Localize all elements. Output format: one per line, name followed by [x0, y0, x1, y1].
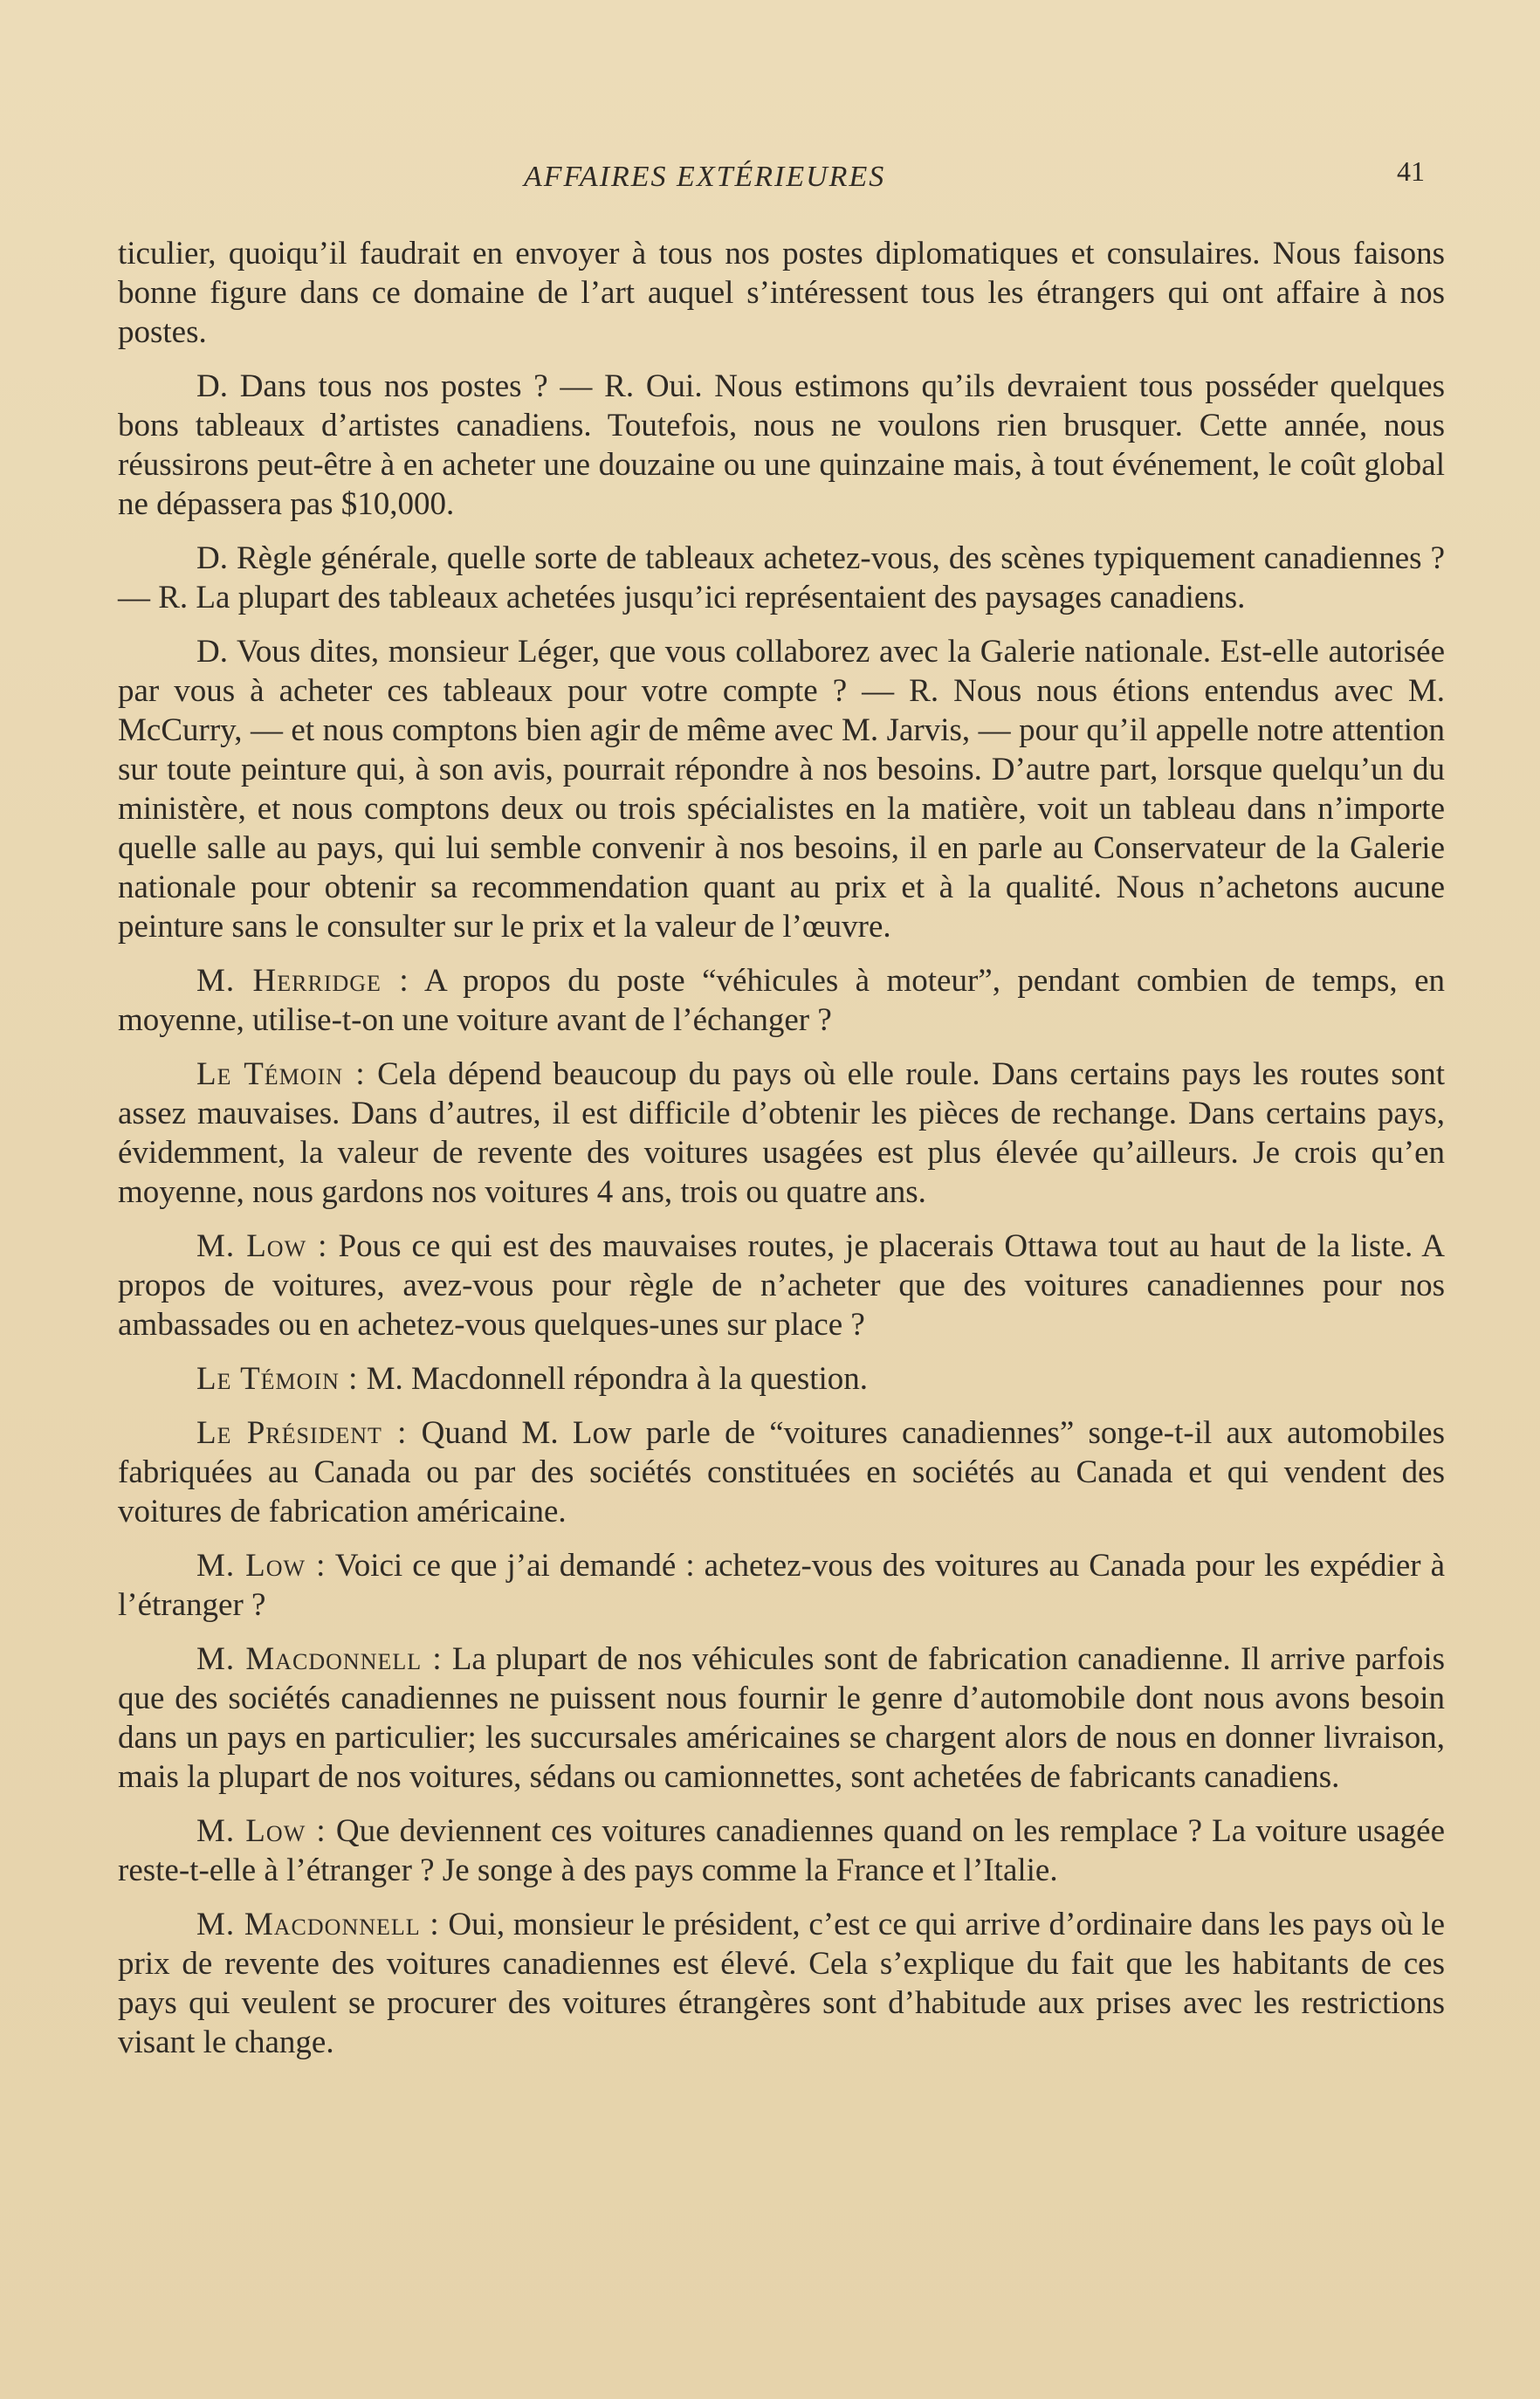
paragraph-text: D. Vous dites, monsieur Léger, que vous collaborez avec la Galerie nationale. Est-elle autorisée par vous à acheter ces tableaux pour votre compte ? — R. Nous nous étions entendus avec M. McCurry, — et nous comptons bien agir de même avec M. Jarvis, — pour qu’il appelle notre attention sur toute peinture qui, à son avis, pourrait répondre à nos besoins. D’autre part, lorsque quelqu’un du ministère, et nous comptons deux ou trois spécialistes en la matière, voit un tableau dans n’importe quelle salle au pays, qui lui semble convenir à nos besoins, il en parle au Conservateur de la Galerie nationale pour obtenir sa recommendation quant au prix et à la qualité. Nous n’achetons aucune peinture sans le consulter sur le prix et la valeur de l’œuvre. [118, 634, 1445, 945]
paragraph-question [118, 539, 1445, 617]
paragraph-text: Oui, monsieur le président, c’est ce qui arrive d’ordinaire dans les pays où le prix de revente des voitures canadiennes est élevé. Cela s’explique du fait que les habitants de ces pays qui veulent se procurer des voitures étrangères sont d’habitude aux prises avec les restrictions visant le change. [118, 1907, 1445, 2060]
speaker-name: M. Macdonnell : [196, 1907, 440, 1942]
paragraph-text: Pous ce qui est des mauvaises routes, je placerais Ottawa tout au haut de la liste. A propos de voitures, avez-vous pour règle de n’acheter que des voitures canadiennes pour nos ambassades ou en achetez-vous quelques-unes sur place ? [118, 1228, 1446, 1343]
paragraph-statement [118, 1359, 1445, 1399]
paragraph-statement [118, 1227, 1445, 1344]
paragraph-statement [118, 1905, 1445, 2062]
paragraph-statement [118, 1546, 1445, 1625]
paragraph-text: A propos du poste “véhicules à moteur”, pendant combien de temps, en moyenne, utilise-t-on une voiture avant de l’échanger ? [118, 963, 1445, 1038]
paragraph-text: Voici ce que j’ai demandé : achetez-vous des voitures au Canada pour les expédier à l’étranger ? [118, 1548, 1446, 1623]
paragraph-statement [118, 1055, 1445, 1212]
paragraph-text: Que deviennent ces voitures canadiennes quand on les remplace ? La voiture usagée reste-t-elle à l’étranger ? Je songe à des pays comme la France et l’Italie. [118, 1813, 1445, 1888]
paragraph-text: ticulier, quoiqu’il faudrait en envoyer à tous nos postes diplomatiques et consulaires. Nous faisons bonne figure dans ce domaine de l’art auquel s’intéressent tous les étrangers qui ont affaire à nos postes. [118, 236, 1445, 350]
paragraph-text: Quand M. Low parle de “voitures canadiennes” songe-t-il aux automobiles fabriquées au Canada ou par des sociétés constituées en sociétés au Canada et qui vendent des voitures de fabrication américaine. [118, 1415, 1445, 1529]
paragraph-text: Cela dépend beaucoup du pays où elle roule. Dans certains pays les routes sont assez mauvaises. Dans d’autres, il est difficile d’obtenir les pièces de rechange. Dans certains pays, évidemment, la valeur de revente des voitures usagées est plus élevée qu’ailleurs. Je crois qu’en moyenne, nous gardons nos voitures 4 ans, trois ou quatre ans. [118, 1056, 1446, 1210]
paragraph-statement [118, 1811, 1445, 1890]
page-body [118, 234, 1445, 2077]
paragraph-text: La plupart de nos véhicules sont de fabrication canadienne. Il arrive parfois que des sociétés canadiennes ne puissent nous fournir le genre d’automobile dont nous avons besoin dans un pays en particulier; les succursales américaines se chargent alors de nous en donner livraison, mais la plupart de nos voitures, sédans ou camionnettes, sont achetées de fabricants canadiens. [118, 1641, 1445, 1795]
speaker-name: M. Macdonnell : [196, 1641, 443, 1677]
speaker-name: Le Témoin : [196, 1056, 366, 1092]
paragraph-text: D. Règle générale, quelle sorte de tableaux achetez-vous, des scènes typiquement canadiennes ? — R. La plupart des tableaux achetées jusqu’ici représentaient des paysages canadiens. [118, 540, 1445, 615]
page-number: 41 [1397, 155, 1425, 187]
speaker-name: Le Témoin : [196, 1361, 359, 1397]
page-header [0, 155, 1540, 199]
speaker-name: M. Low : [196, 1813, 327, 1849]
paragraph-text: M. Macdonnell répondra à la question. [366, 1361, 869, 1397]
paragraph-text: D. Dans tous nos postes ? — R. Oui. Nous estimons qu’ils devraient tous posséder quelques bons tableaux d’artistes canadiens. Toutefois, nous ne voulons rien brusquer. Cette année, nous réussirons peut-être à en acheter une douzaine ou une quinzaine mais, à tout événement, le coût global ne dépassera pas $10,000. [118, 368, 1445, 522]
paragraph-statement [118, 1639, 1445, 1797]
paragraph-question [118, 632, 1445, 946]
paragraph-statement [118, 961, 1445, 1040]
speaker-name: M. Low : [196, 1548, 327, 1584]
paragraph-statement [118, 1413, 1445, 1531]
speaker-name: M. Herridge : [196, 963, 409, 999]
running-title: AFFAIRES EXTÉRIEURES [524, 161, 886, 193]
speaker-name: M. Low : [196, 1228, 328, 1264]
speaker-name: Le Président : [196, 1415, 408, 1451]
paragraph-continued [118, 234, 1445, 352]
paragraph-question [118, 367, 1445, 524]
